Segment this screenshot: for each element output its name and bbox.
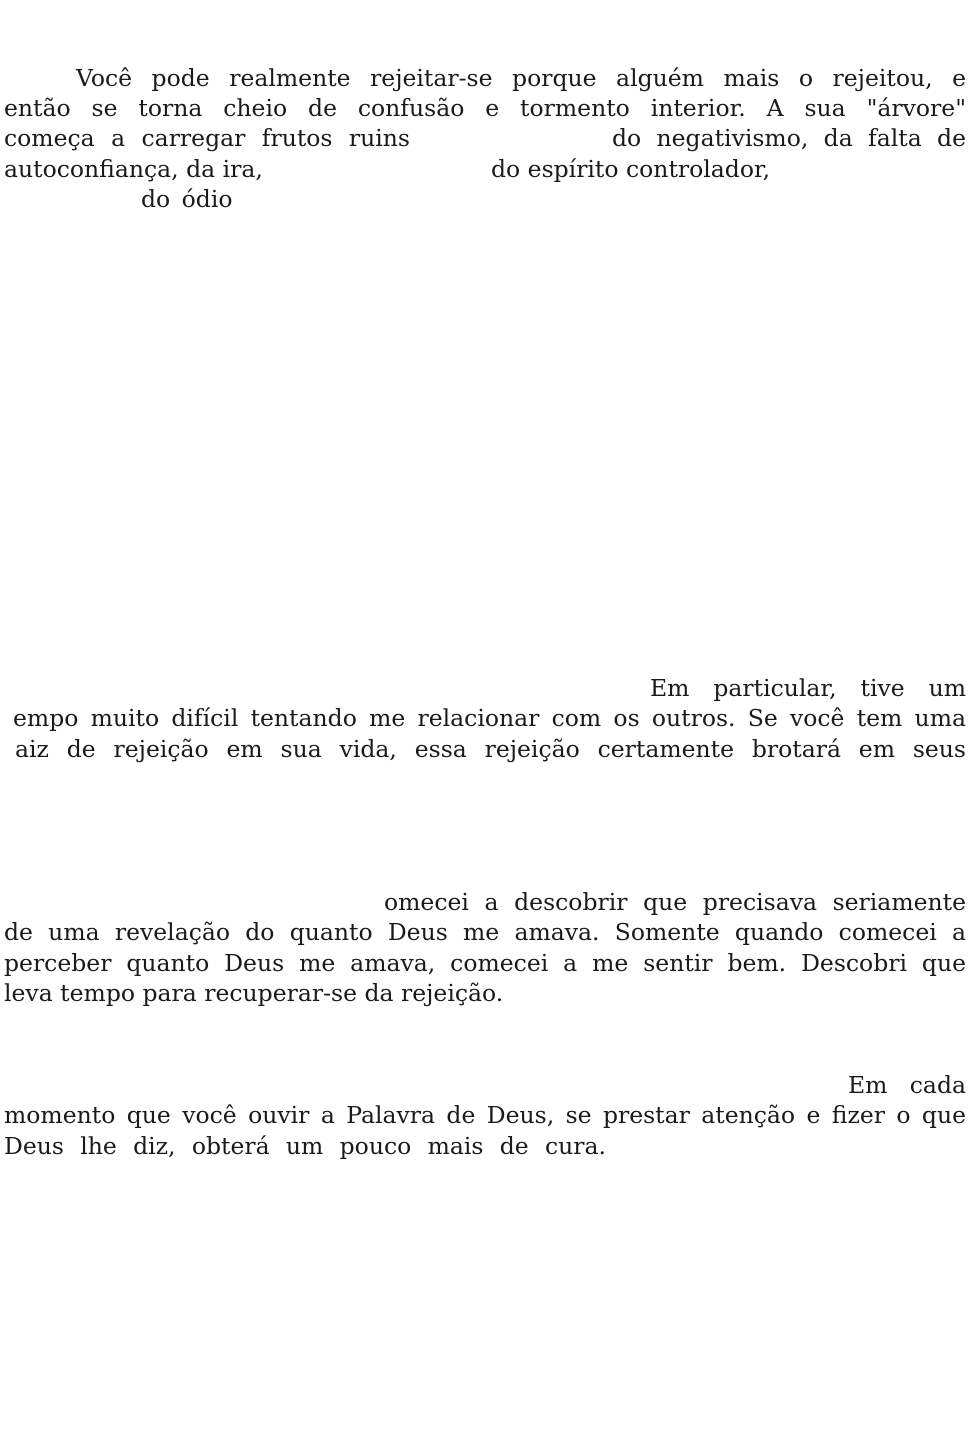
paragraph-1-line-1: Você pode realmente rejeitar-se porque alguém mais o rejeitou, e: [76, 64, 966, 92]
paragraph-2-line-2: empo muito difícil tentando me relacionar com os outros. Se você tem uma: [13, 704, 966, 732]
paragraph-1-line-5: do ódio: [141, 185, 233, 213]
paragraph-4-line-3: Deus lhe diz, obterá um pouco mais de cura.: [4, 1132, 606, 1160]
paragraph-1-line-3b: do negativismo, da falta de: [612, 124, 966, 152]
paragraph-1-line-3a: começa a carregar frutos ruins: [4, 124, 410, 152]
paragraph-3-line-3: perceber quanto Deus me amava, comecei a me sentir bem. Descobri que: [4, 949, 966, 977]
paragraph-2-line-1: Em particular, tive um: [650, 674, 966, 702]
paragraph-4-line-1: Em cada: [848, 1071, 966, 1099]
paragraph-3-line-4: leva tempo para recuperar-se da rejeição.: [4, 979, 504, 1007]
paragraph-1-line-4a: autoconfiança, da ira,: [4, 155, 263, 183]
paragraph-3-line-2: de uma revelação do quanto Deus me amava. Somente quando comecei a: [4, 918, 966, 946]
paragraph-4-line-2: momento que você ouvir a Palavra de Deus, se prestar atenção e fizer o que: [4, 1101, 966, 1129]
paragraph-3-line-1: omecei a descobrir que precisava seriamente: [384, 888, 966, 916]
paragraph-2-line-3: aiz de rejeição em sua vida, essa rejeição certamente brotará em seus: [15, 735, 966, 763]
paragraph-1-line-2: então se torna cheio de confusão e tormento interior. A sua "árvore": [4, 94, 966, 122]
paragraph-1-line-4b: do espírito controlador,: [491, 155, 771, 183]
